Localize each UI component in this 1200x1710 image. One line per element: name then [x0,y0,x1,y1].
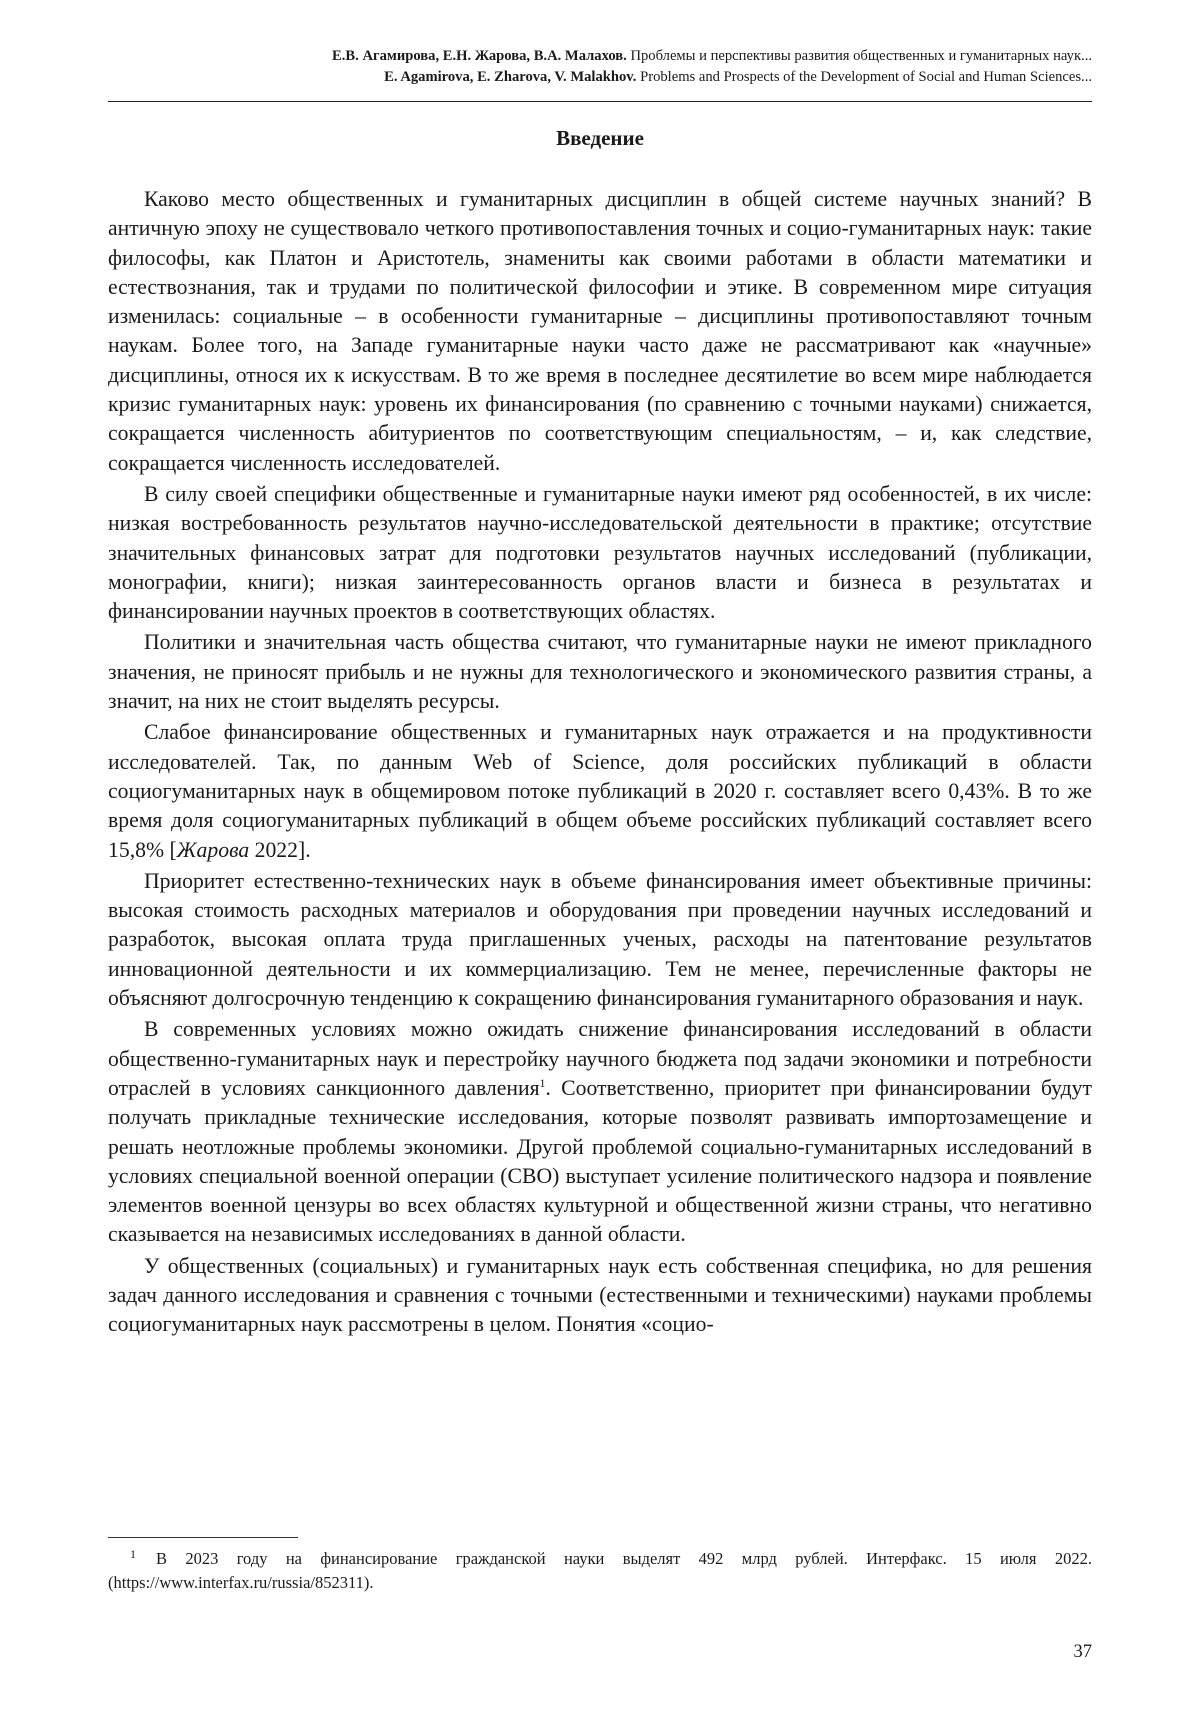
footnote-text: В 2023 году на финансирование гражданской науки выделят 492 млрд рублей. Интерфакс. 15 июля 2022. (https://www.interfax.ru/russia/852311). [108,1549,1092,1592]
paragraph-4 [108,718,1092,864]
header-ru-line [108,46,1092,67]
paragraph-2: В силу своей специфики общественные и гуманитарные науки имеют ряд особенностей, в их числе: низкая востребованность результатов научно-исследовательской деятельности в практике; отсутствие значительных финансовых затрат для подготовки результатов научных исследований (публикации, монографии, книги); низкая заинтересованность органов власти и бизнеса в результатах и финансировании научных проектов в соответствующих областях. [108,481,1092,624]
header-ru-authors: Е.В. Агамирова, Е.Н. Жарова, В.А. Малахов. [332,48,627,64]
footnote: 1 В 2023 году на финансирование гражданской науки выделят 492 млрд рублей. Интерфакс. 15 июля 2022. (https://www.interfax.ru/russia/852311). [108,1546,1092,1592]
footnote-divider [108,1537,298,1538]
paragraph-6-text: В современных условиях можно ожидать снижение финансирования исследований в области общественно-гуманитарных наук и перестройку научного бюджета под задачи экономики и потребности отраслей в условиях санкционного давления [108,1017,1092,1100]
page-number: 37 [1073,1642,1092,1662]
article-body [108,185,1092,1340]
header-ru-title: Проблемы и перспективы развития общественных и гуманитарных наук... [630,48,1092,64]
header-en-title: Problems and Prospects of the Development of Social and Human Sciences... [640,69,1092,85]
paragraph-4-tail: 2022]. [249,837,311,862]
running-header [108,46,1092,88]
header-en-authors: E. Agamirova, E. Zharova, V. Malakhov. [384,69,637,85]
paragraph-7: У общественных (социальных) и гуманитарных наук есть собственная специфика, но для решения задач данного исследования и сравнения с точными (естественными и техническими) науками проблемы социогуманитарных наук рассмотрены в целом. Понятия «социо- [108,1253,1092,1337]
paragraph-4-text: Слабое финансирование общественных и гуманитарных наук отражается и на продуктивности исследователей. Так, по данным Web of Science, доля российских публикаций в области социогуманитарных наук в общемировом потоке публикаций в 2020 г. составляет всего 0,43%. В то же время доля социогуманитарных публикаций в общем объеме российских публикаций составляет всего 15,8% [ [108,720,1092,862]
citation-author: Жарова [176,837,250,862]
paragraph-6 [108,1015,1092,1249]
paragraph-1: Каково место общественных и гуманитарных дисциплин в общей системе научных знаний? В античную эпоху не существовало четкого противопоставления точных и социо-гуманитарных наук: такие философы, как Платон и Аристотель, знамениты как своими работами в области математики и естествознания, так и трудами по политической философии и этике. В современном мире ситуация изменилась: социальные – в особенности гуманитарные – дисциплины противопоставляют точным наукам. Более того, на Западе гуманитарные науки часто даже не рассматривают как «научные» дисциплины, относя их к искусствам. В то же время в последнее десятилетие во всем мире наблюдается кризис гуманитарных наук: уровень их финансирования (по сравнению с точными науками) снижается, сокращается численность абитуриентов по соответствующим специальностям, – и, как следствие, сокращается численность исследователей. [108,187,1092,475]
paragraph-3: Политики и значительная часть общества считают, что гуманитарные науки не имеют прикладного значения, не приносят прибыль и не нужны для технологического и экономического развития страны, а значит, на них не стоит выделять ресурсы. [108,630,1092,714]
footnote-ref[interactable]: 1 [539,1075,546,1090]
paragraph-6-tail: . Соответственно, приоритет при финансировании будут получать прикладные технические исследования, которые позволят развивать импортозамещение и решать неотложные проблемы экономики. Другой проблемой социально-гуманитарных исследований в условиях специальной военной операции (СВО) выступает усиление политического надзора и появление элементов военной цензуры во всех областях культурной и общественной жизни страны, что негативно сказывается на независимых исследованиях в данной области. [108,1075,1092,1247]
header-en-line [108,67,1092,88]
paragraph-5: Приоритет естественно-технических наук в объеме финансирования имеет объективные причины: высокая стоимость расходных материалов и оборудования при проведении научных исследований и разработок, высокая оплата труда приглашенных ученых, расходы на патентование результатов инновационной деятельности и их коммерциализацию. Тем не менее, перечисленные факторы не объясняют долгосрочную тенденцию к сокращению финансирования гуманитарного образования и наук. [108,868,1092,1011]
header-divider [108,101,1092,102]
section-title: Введение [556,126,644,150]
